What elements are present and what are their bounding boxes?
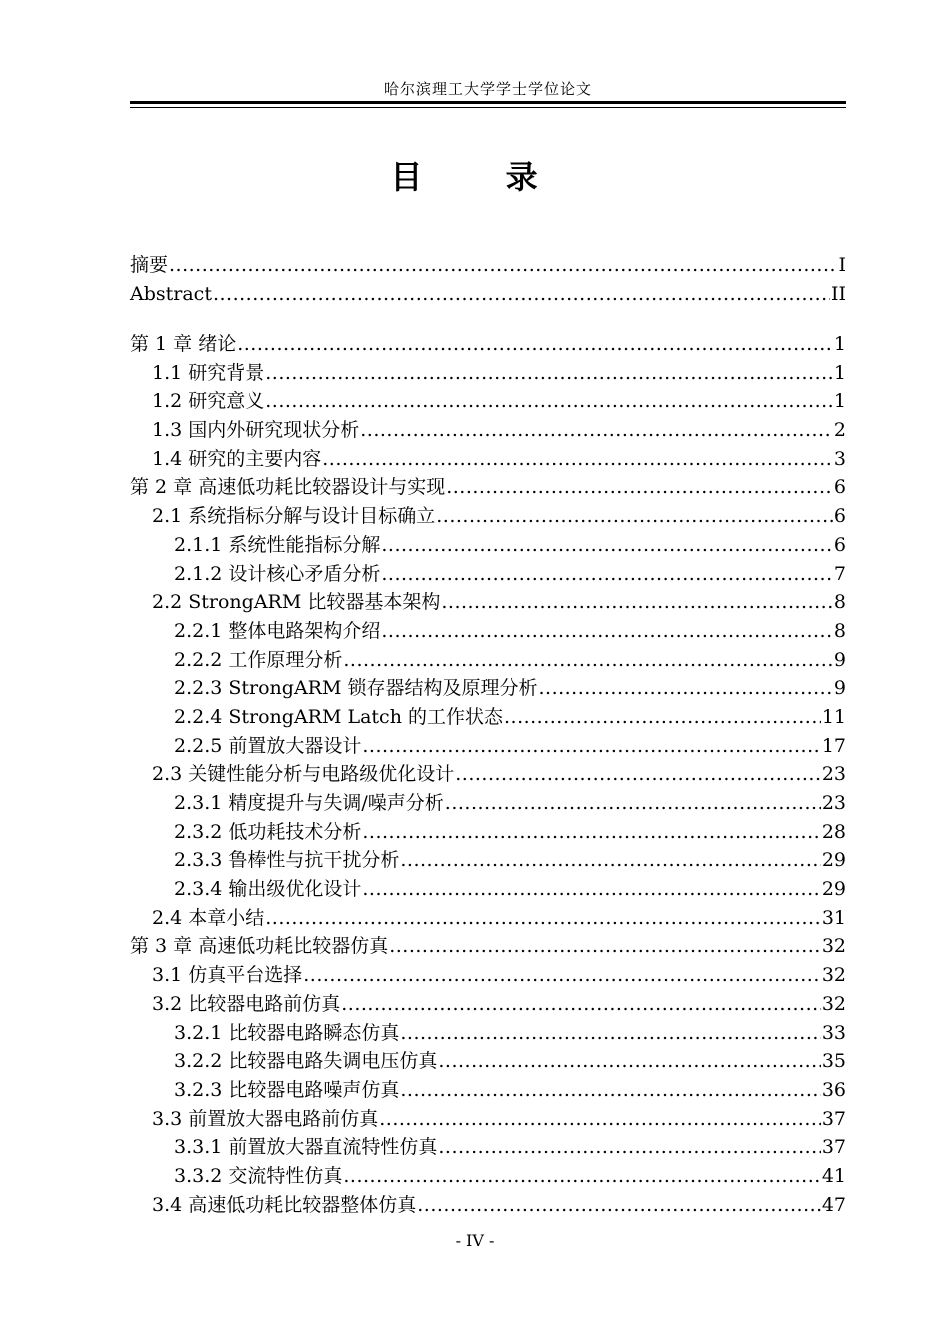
toc-entry-label: 2.2 StrongARM 比较器基本架构 (152, 591, 441, 614)
toc-entry-page: 32 (821, 935, 846, 958)
toc-entry-page: 1 (833, 333, 846, 355)
header-rule-thick (130, 101, 846, 104)
toc-entry-label: 2.1 系统指标分解与设计目标确立 (152, 505, 436, 528)
toc-entry[interactable] (130, 932, 846, 961)
toc-entry-page: 29 (821, 849, 846, 872)
toc-entry-page: 32 (821, 964, 846, 987)
toc-entry[interactable] (130, 1076, 846, 1105)
toc-entry-page: 17 (821, 734, 846, 757)
toc-entry-label: 1.1 研究背景 (152, 361, 265, 384)
toc-entry[interactable] (130, 1133, 846, 1162)
dot-leader (504, 703, 821, 732)
toc-entry[interactable] (130, 674, 846, 703)
toc-entry-label: 2.2.4 StrongARM Latch 的工作状态 (174, 705, 503, 728)
toc-entry-page: 6 (833, 505, 846, 528)
running-title: 哈尔滨理工大学学士学位论文 (383, 80, 592, 98)
dot-leader (400, 1076, 820, 1105)
toc-entry-page: 1 (833, 361, 846, 384)
toc-entry-page: 1 (833, 390, 846, 413)
toc-entry-label: 2.3.4 输出级优化设计 (174, 878, 362, 901)
dot-leader (389, 932, 821, 961)
toc-entry-label: 3.3.2 交流特性仿真 (174, 1164, 343, 1187)
toc-entry[interactable] (130, 904, 846, 933)
toc-entry[interactable] (130, 875, 846, 904)
toc-entry-label: 2.4 本章小结 (152, 906, 265, 929)
table-of-contents (130, 330, 846, 1219)
toc-entry-label: 2.3.3 鲁棒性与抗干扰分析 (174, 849, 400, 872)
dot-leader (362, 875, 820, 904)
toc-entry-page: 37 (821, 1107, 846, 1130)
toc-entry[interactable] (130, 846, 846, 875)
toc-entry-label: 第 3 章 高速低功耗比较器仿真 (130, 935, 389, 958)
toc-entry[interactable] (130, 617, 846, 646)
toc-entry-label: 1.2 研究意义 (152, 390, 265, 413)
toc-entry[interactable] (130, 531, 846, 560)
toc-entry-label: 第 1 章 绪论 (130, 333, 237, 355)
dot-leader (213, 280, 830, 309)
toc-entry[interactable] (130, 818, 846, 847)
toc-entry[interactable] (130, 1105, 846, 1134)
toc-entry-label: 2.3.1 精度提升与失调/噪声分析 (174, 792, 444, 814)
toc-entry-label: 2.3.2 低功耗技术分析 (174, 820, 362, 843)
toc-entry-label: 2.3 关键性能分析与电路级优化设计 (152, 763, 455, 786)
toc-entry[interactable] (130, 732, 846, 761)
dot-leader (446, 473, 833, 502)
toc-entry-label: 3.3.1 前置放大器直流特性仿真 (174, 1136, 438, 1159)
dot-leader (362, 732, 820, 761)
toc-entry-page: 31 (821, 906, 846, 929)
toc-entry-page: 32 (821, 992, 846, 1015)
dot-leader (303, 961, 821, 990)
toc-entry-page: 36 (821, 1078, 846, 1101)
toc-entry-page: 28 (821, 820, 846, 843)
dot-leader (362, 818, 820, 847)
toc-entry[interactable] (130, 588, 846, 617)
toc-entry-page: 41 (821, 1164, 846, 1187)
dot-leader (438, 1047, 820, 1076)
toc-entry-page: 6 (833, 533, 846, 556)
toc-entry-page: 37 (821, 1136, 846, 1159)
toc-entry-page: 33 (821, 1021, 846, 1044)
toc-entry[interactable] (130, 703, 846, 732)
dot-leader (445, 789, 821, 818)
dot-leader (169, 251, 837, 280)
toc-entry[interactable] (130, 359, 846, 388)
toc-entry[interactable] (130, 502, 846, 531)
toc-entry[interactable] (130, 251, 846, 280)
toc-entry-label: 2.2.5 前置放大器设计 (174, 734, 362, 757)
dot-leader (341, 990, 821, 1019)
dot-leader (265, 359, 833, 388)
dot-leader (360, 416, 833, 445)
toc-entry[interactable] (130, 387, 846, 416)
toc-entry[interactable] (130, 1191, 846, 1220)
toc-entry[interactable] (130, 445, 846, 474)
dot-leader (381, 617, 833, 646)
toc-entry[interactable] (130, 646, 846, 675)
toc-entry-page: 3 (833, 447, 846, 470)
dot-leader (343, 1162, 820, 1191)
dot-leader (322, 445, 833, 474)
toc-entry-page: 47 (821, 1193, 846, 1216)
toc-entry-page: 8 (833, 619, 846, 642)
toc-entry-page: 2 (833, 419, 846, 442)
toc-entry-label: 3.4 高速低功耗比较器整体仿真 (152, 1193, 417, 1216)
dot-leader (265, 387, 833, 416)
dot-leader (400, 1019, 820, 1048)
toc-entry-page: 35 (821, 1050, 846, 1073)
dot-leader (379, 1105, 821, 1134)
dot-leader (417, 1191, 821, 1220)
dot-leader (436, 502, 833, 531)
toc-entry[interactable] (130, 760, 846, 789)
toc-entry-label: 1.3 国内外研究现状分析 (152, 419, 360, 442)
toc-entry-label: 1.4 研究的主要内容 (152, 447, 322, 470)
toc-entry[interactable] (130, 990, 846, 1019)
toc-entry[interactable] (130, 473, 846, 502)
toc-entry[interactable] (130, 789, 846, 818)
dot-leader (381, 560, 833, 589)
dot-leader (237, 330, 833, 359)
toc-entry-label: 2.2.3 StrongARM 锁存器结构及原理分析 (174, 677, 538, 700)
toc-entry-label: 2.1.2 设计核心矛盾分析 (174, 562, 381, 585)
toc-entry-page: 9 (833, 648, 846, 671)
toc-entry-label: 3.1 仿真平台选择 (152, 964, 303, 987)
toc-entry[interactable] (130, 416, 846, 445)
toc-entry-page: II (830, 282, 846, 305)
dot-leader (455, 760, 821, 789)
toc-entry[interactable] (130, 330, 846, 359)
toc-entry-page: 29 (821, 878, 846, 901)
toc-entry-page: 23 (821, 792, 846, 814)
toc-entry[interactable] (130, 1047, 846, 1076)
front-matter-list (130, 251, 846, 308)
toc-entry-label: Abstract (130, 282, 212, 305)
toc-entry-page: 9 (833, 677, 846, 700)
toc-entry-page: I (838, 254, 846, 276)
toc-entry-page: 7 (833, 562, 846, 585)
toc-entry-label: 摘要 (130, 254, 169, 276)
toc-entry-label: 第 2 章 高速低功耗比较器设计与实现 (130, 476, 446, 499)
dot-leader (441, 588, 833, 617)
page-number: - IV - (455, 1231, 495, 1250)
page-title: 目 录 (390, 158, 574, 196)
toc-entry-label: 2.2.1 整体电路架构介绍 (174, 619, 381, 642)
toc-entry-label: 3.2.2 比较器电路失调电压仿真 (174, 1050, 438, 1073)
toc-entry[interactable] (130, 1162, 846, 1191)
toc-entry[interactable] (130, 280, 846, 309)
dot-leader (381, 531, 833, 560)
toc-entry[interactable] (130, 1019, 846, 1048)
toc-entry-label: 3.2 比较器电路前仿真 (152, 992, 341, 1015)
toc-entry[interactable] (130, 560, 846, 589)
toc-entry-page: 8 (833, 591, 846, 614)
toc-entry[interactable] (130, 961, 846, 990)
toc-entry-label: 3.2.3 比较器电路噪声仿真 (174, 1078, 400, 1101)
dot-leader (538, 674, 832, 703)
dot-leader (400, 846, 820, 875)
toc-entry-page: 6 (833, 476, 846, 499)
toc-entry-label: 3.2.1 比较器电路瞬态仿真 (174, 1021, 400, 1044)
toc-entry-label: 2.2.2 工作原理分析 (174, 648, 343, 671)
dot-leader (265, 904, 821, 933)
toc-entry-label: 2.1.1 系统性能指标分解 (174, 533, 381, 556)
toc-entry-page: 23 (821, 763, 846, 786)
header-rule-thin (130, 107, 846, 108)
dot-leader (438, 1133, 820, 1162)
toc-entry-page: 11 (821, 705, 846, 728)
dot-leader (343, 646, 833, 675)
toc-entry-label: 3.3 前置放大器电路前仿真 (152, 1107, 379, 1130)
